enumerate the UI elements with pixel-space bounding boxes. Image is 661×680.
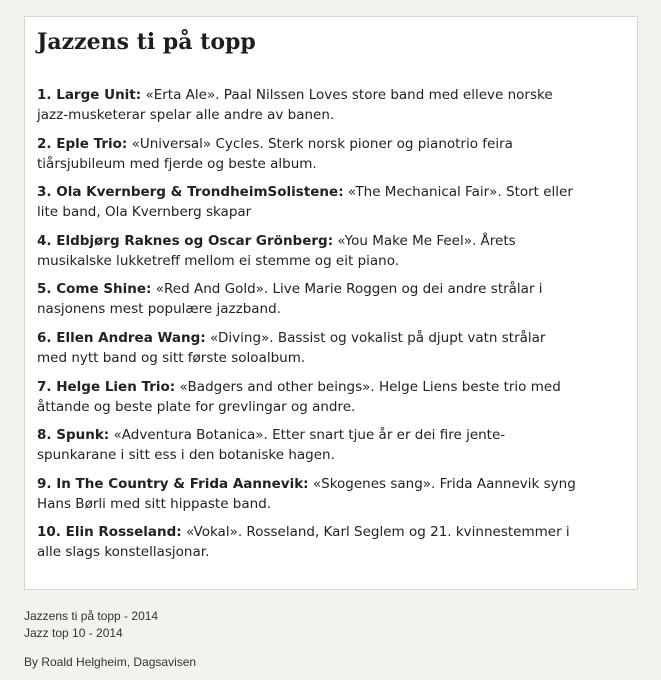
- item-text: «Adventura Botanica». Etter snart tjue år er dei fire jente-spunkarane i sitt ess i den botaniske hagen.: [37, 427, 506, 464]
- item-text: «You Make Me Feel». Årets musikalske lukketreff mellom ei stemme og eit piano.: [37, 232, 516, 269]
- list-item: [37, 85, 577, 125]
- image-caption: [24, 608, 196, 671]
- list-card: [24, 16, 638, 590]
- item-text: «Universal» Cycles. Sterk norsk pioner og pianotrio feira tiårsjubileum med fjerde og beste album.: [37, 135, 513, 172]
- page-title: Jazzens ti på topp: [37, 29, 256, 55]
- item-title: 1. Large Unit:: [37, 87, 142, 103]
- item-title: 4. Eldbjørg Raknes og Oscar Grönberg:: [37, 232, 334, 249]
- item-text: «Red And Gold». Live Marie Roggen og dei andre strålar i nasjonens mest populære jazzband.: [37, 281, 543, 318]
- item-title: 6. Ellen Andrea Wang:: [37, 329, 206, 346]
- caption-credit: By Roald Helgheim, Dagsavisen: [24, 655, 197, 669]
- list-item: [37, 279, 577, 319]
- item-text: «Diving». Bassist og vokalist på djupt vatn strålar med nytt band og sitt første soloalbum.: [37, 329, 546, 366]
- caption-line-english: Jazz top 10 - 2014: [24, 626, 123, 640]
- list-item: [37, 474, 577, 514]
- list-item: [37, 522, 577, 562]
- item-title: 3. Ola Kvernberg & TrondheimSolistene:: [37, 184, 344, 201]
- top-ten-list: [37, 85, 625, 562]
- list-item: [37, 182, 577, 222]
- item-text: «Skogenes sang». Frida Aannevik syng Hans Børli med sitt hippaste band.: [37, 475, 576, 512]
- list-item: [37, 231, 577, 271]
- item-title: 2. Eple Trio:: [37, 135, 128, 152]
- item-title: 5. Come Shine:: [37, 281, 152, 298]
- item-text: «Badgers and other beings». Helge Liens beste trio med åttande og beste plate for grevlingar og andre.: [37, 378, 561, 415]
- item-title: 9. In The Country & Frida Aannevik:: [37, 475, 309, 492]
- list-item: [37, 425, 577, 465]
- list-item: [37, 134, 577, 174]
- list-item: [37, 328, 577, 368]
- item-title: 8. Spunk:: [37, 427, 110, 444]
- item-text: «Erta Ale». Paal Nilssen Loves store band med elleve norske jazz-musketerar spelar alle andre av banen.: [37, 87, 553, 123]
- caption-line-norwegian: Jazzens ti på topp - 2014: [24, 609, 159, 623]
- item-text: «The Mechanical Fair». Stort eller lite band, Ola Kvernberg skapar: [37, 184, 573, 221]
- item-text: «Vokal». Rosseland, Karl Seglem og 21. kvinnestemmer i alle slags konstellasjonar.: [37, 524, 570, 561]
- list-item: [37, 377, 577, 417]
- item-title: 10. Elin Rosseland:: [37, 524, 182, 541]
- item-title: 7. Helge Lien Trio:: [37, 378, 176, 395]
